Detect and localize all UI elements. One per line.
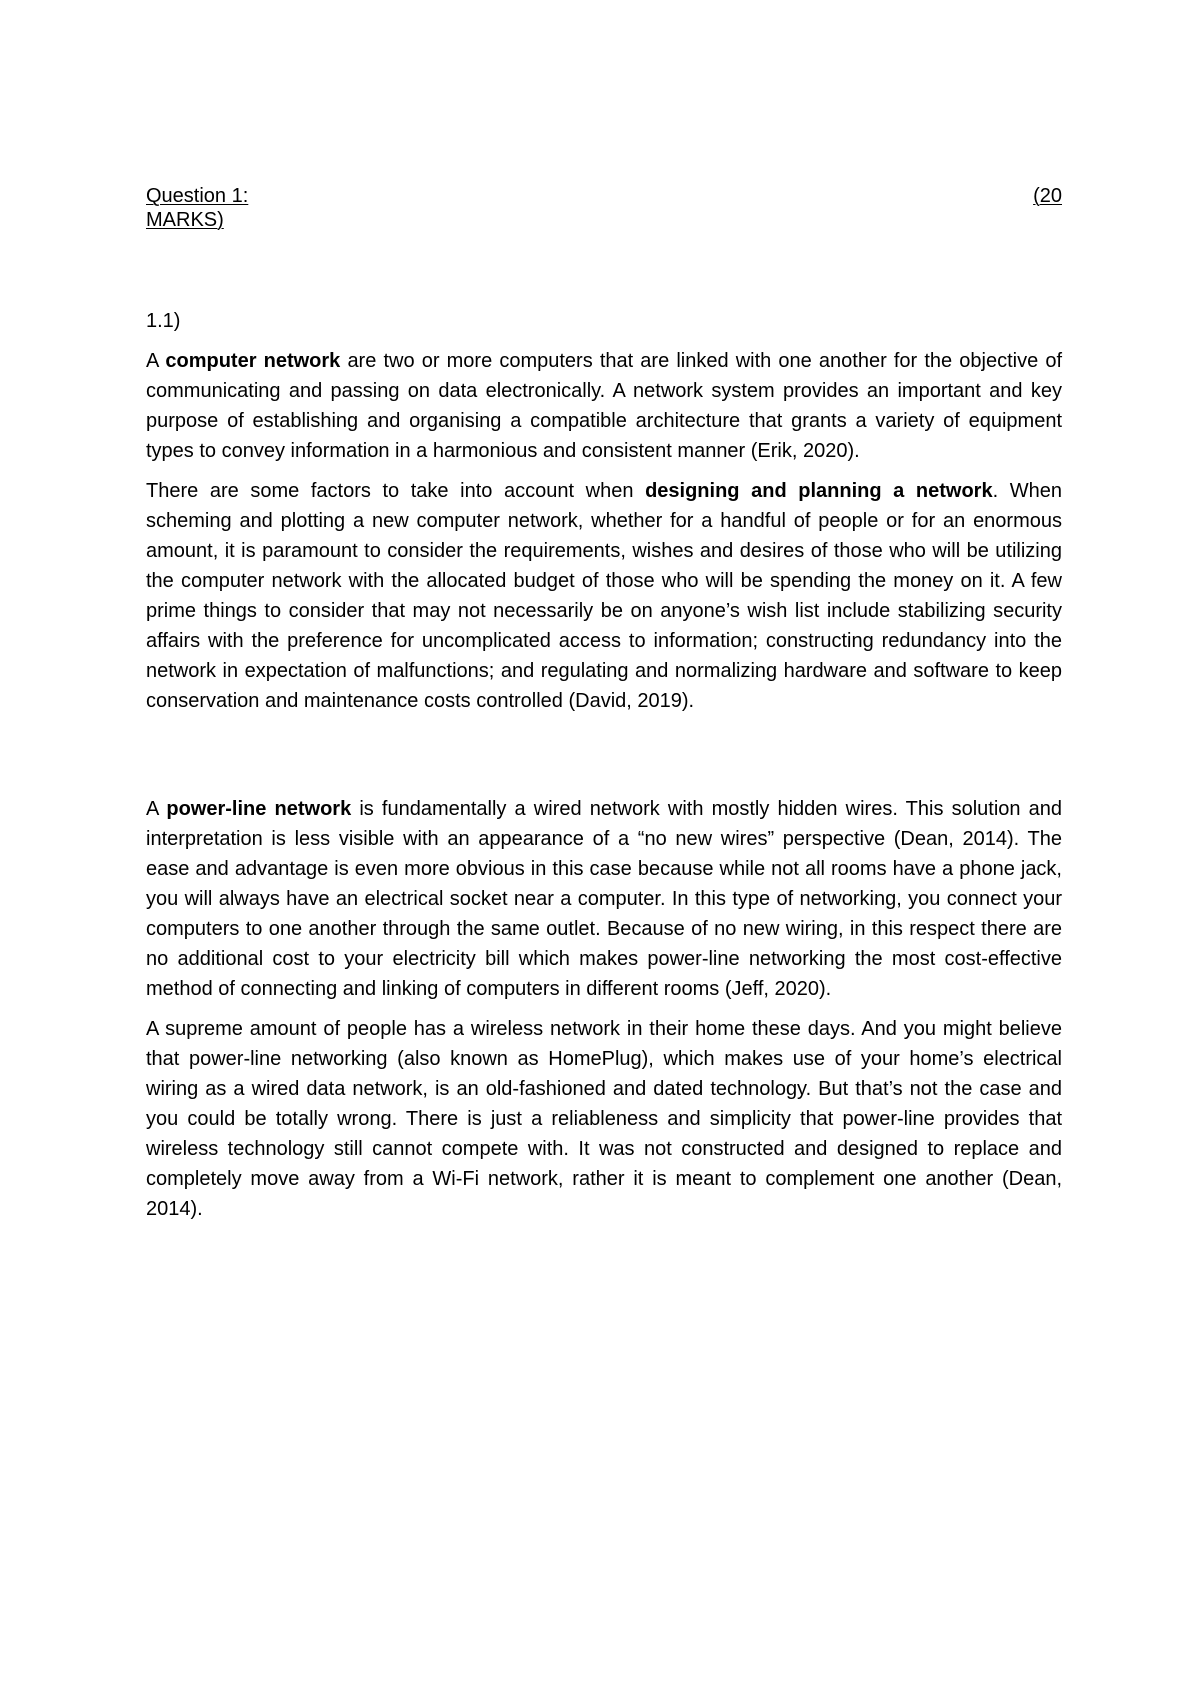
document-content: [146, 184, 1062, 1234]
paragraph-3-pre: A: [146, 798, 167, 820]
paragraph-power-line-network: [146, 794, 1062, 1004]
term-designing-planning: designing and planning a network: [645, 480, 993, 502]
paragraph-computer-network: [146, 346, 1062, 466]
question-label: Question 1:: [146, 185, 249, 207]
question-heading: [146, 184, 1062, 232]
section-number: 1.1): [146, 310, 181, 332]
term-power-line-network: power-line network: [166, 798, 352, 820]
paragraph-designing-network: [146, 476, 1062, 716]
paragraph-2-post: . When scheming and plotting a new computer network, whether for a handful of people or for an enormous amount, it is paramount to consider the requirements, wishes and desires of those who will be utilizing the computer network with the allocated budget of those who will be spending the money on it. A few prime things to consider that may not necessarily be on anyone’s wish list include stabilizing security affairs with the preference for uncomplicated access to information; constructing redundancy into the network in expectation of malfunctions; and regulating and normalizing hardware and software to keep conservation and maintenance costs controlled (David, 2019).: [146, 480, 1062, 712]
paragraph-1-post: are two or more computers that are linked with one another for the objective of communicating and passing on data electronically. A network system provides an important and key purpose of establishing and organising a compatible architecture that grants a variety of equipment types to convey information in a harmonious and consistent manner (Erik, 2020).: [146, 350, 1063, 462]
question-marks-close: MARKS): [146, 209, 224, 231]
paragraph-wireless-comparison: A supreme amount of people has a wireless network in their home these days. And you might believe that power-line networking (also known as HomePlug), which makes use of your home’s electrical wiring as a wired data network, is an old-fashioned and dated technology. But that’s not the case and you could be totally wrong. There is just a reliableness and simplicity that power-line provides that wireless technology still cannot compete with. It was not constructed and designed to replace and completely move away from a Wi-Fi network, rather it is meant to complement one another (Dean, 2014).: [146, 1018, 1062, 1220]
paragraph-1-pre: A: [146, 350, 166, 372]
term-computer-network: computer network: [165, 350, 341, 372]
question-marks-open: (20: [1033, 185, 1062, 207]
paragraph-2-pre: There are some factors to take into account when: [146, 480, 646, 502]
question-heading-line: [146, 184, 1062, 208]
paragraph-3-post: is fundamentally a wired network with mostly hidden wires. This solution and interpretation is less visible with an appearance of a “no new wires” perspective (Dean, 2014). The ease and advantage is even more obvious in this case because while not all rooms have a phone jack, you will always have an electrical socket near a computer. In this type of networking, you connect your computers to one another through the same outlet. Because of no new wiring, in this respect there are no additional cost to your electricity bill which makes power-line networking the most cost-effective method of connecting and linking of computers in different rooms (Jeff, 2020).: [146, 798, 1063, 1000]
